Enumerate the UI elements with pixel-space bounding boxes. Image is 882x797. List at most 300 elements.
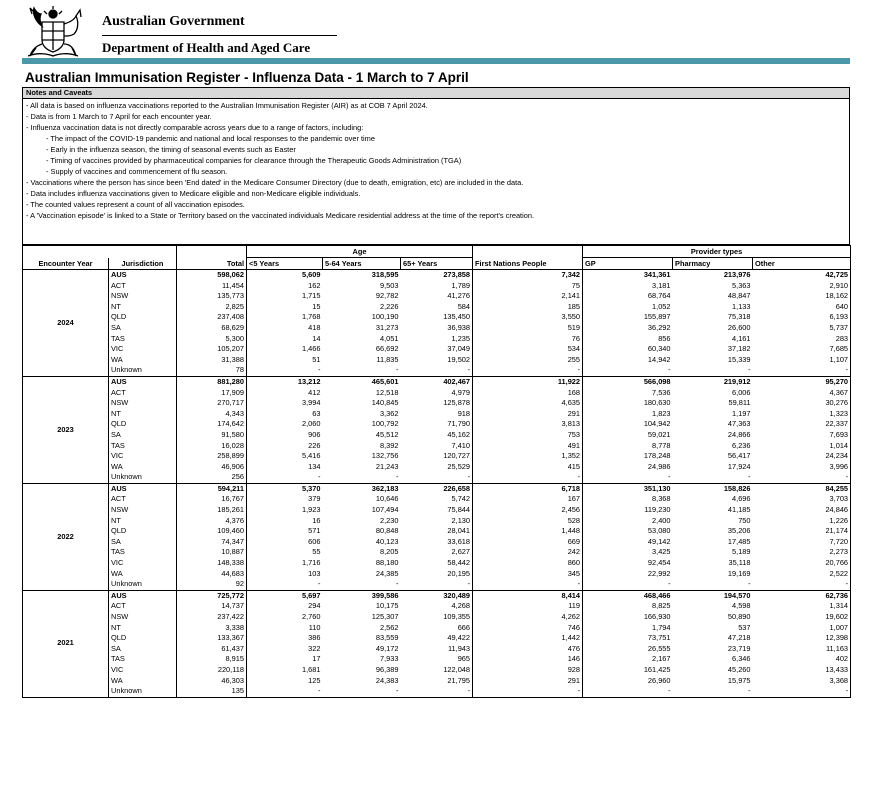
value-cell: - bbox=[473, 686, 583, 697]
value-cell: - bbox=[467, 472, 471, 482]
value-cell: 17,924 bbox=[727, 461, 751, 471]
value-cell: 19,169 bbox=[727, 568, 751, 578]
value-cell: 166,930 bbox=[583, 612, 673, 623]
value-cell: 320,489 bbox=[401, 590, 473, 601]
value-cell: 753 bbox=[473, 430, 583, 441]
value-cell: 51 bbox=[247, 355, 323, 366]
value-cell: 133,367 bbox=[177, 633, 247, 644]
value-cell: - bbox=[467, 579, 471, 589]
value-cell: 56,417 bbox=[727, 451, 751, 461]
jurisdiction-cell: SA bbox=[111, 643, 121, 653]
value-cell: 8,825 bbox=[583, 601, 673, 612]
table-row bbox=[23, 472, 851, 483]
value-cell: - bbox=[247, 579, 323, 590]
value-cell: 465,601 bbox=[323, 376, 401, 387]
value-cell: 19,502 bbox=[447, 354, 471, 364]
encounter-year-cell: 2021 bbox=[23, 590, 109, 697]
table-row bbox=[23, 430, 851, 441]
table-row bbox=[23, 579, 851, 590]
value-cell: 220,118 bbox=[177, 665, 247, 676]
value-cell: 534 bbox=[473, 344, 583, 355]
value-cell: 1,197 bbox=[732, 408, 751, 418]
table-row bbox=[23, 547, 851, 558]
col-5-64: 5-64 Years bbox=[323, 258, 401, 270]
value-cell: 75 bbox=[473, 281, 583, 292]
value-cell: 10,887 bbox=[177, 547, 247, 558]
influenza-data-table bbox=[22, 245, 851, 698]
provider-group-header: Provider types bbox=[583, 246, 851, 258]
value-cell: 1,442 bbox=[473, 633, 583, 644]
jurisdiction-cell: WA bbox=[111, 675, 123, 685]
value-cell: 74,347 bbox=[177, 537, 247, 548]
value-cell: 41,185 bbox=[727, 505, 751, 515]
value-cell: 91,580 bbox=[177, 430, 247, 441]
value-cell: 58,442 bbox=[447, 558, 471, 568]
table-row bbox=[23, 312, 851, 323]
value-cell: 132,756 bbox=[371, 451, 399, 461]
value-cell: 109,460 bbox=[177, 526, 247, 537]
value-cell: 140,845 bbox=[371, 398, 399, 408]
value-cell: 1,314 bbox=[753, 601, 851, 612]
value-cell: 84,255 bbox=[753, 483, 851, 494]
jurisdiction-cell: WA bbox=[111, 568, 123, 578]
value-cell: 928 bbox=[473, 665, 583, 676]
table-row bbox=[23, 281, 851, 292]
value-cell: 178,248 bbox=[583, 451, 673, 462]
value-cell: 21,243 bbox=[375, 461, 399, 471]
value-cell: 180,630 bbox=[583, 398, 673, 409]
value-cell: - bbox=[673, 686, 753, 697]
value-cell: 226,658 bbox=[401, 483, 473, 494]
value-cell: - bbox=[473, 365, 583, 376]
value-cell: 25,529 bbox=[447, 461, 471, 471]
value-cell: 11,163 bbox=[753, 644, 851, 655]
header-band bbox=[22, 58, 850, 64]
value-cell: 1,716 bbox=[247, 558, 323, 569]
value-cell: 28,041 bbox=[447, 526, 471, 536]
value-cell: 965 bbox=[457, 654, 471, 664]
value-cell: 283 bbox=[753, 334, 851, 345]
value-cell: 36,938 bbox=[447, 322, 471, 332]
value-cell: 3,425 bbox=[583, 547, 673, 558]
value-cell: 47,363 bbox=[727, 419, 751, 429]
value-cell: 10,175 bbox=[375, 601, 399, 611]
value-cell: 4,161 bbox=[732, 333, 751, 343]
table-row bbox=[23, 419, 851, 430]
note-line: - Early in the influenza season, the timing of seasonal events such as Easter bbox=[46, 145, 296, 154]
value-cell: 6,006 bbox=[732, 387, 751, 397]
value-cell: 31,388 bbox=[177, 355, 247, 366]
value-cell: 33,618 bbox=[447, 536, 471, 546]
value-cell: - bbox=[748, 365, 751, 375]
value-cell: 669 bbox=[473, 537, 583, 548]
value-cell: 167 bbox=[473, 494, 583, 505]
value-cell: 4,635 bbox=[473, 398, 583, 409]
value-cell: 3,550 bbox=[473, 312, 583, 323]
value-cell: 15,975 bbox=[727, 675, 751, 685]
value-cell: 11,922 bbox=[473, 376, 583, 387]
value-cell: 860 bbox=[473, 558, 583, 569]
value-cell: 270,717 bbox=[177, 398, 247, 409]
value-cell: 2,060 bbox=[247, 419, 323, 430]
value-cell: 75,318 bbox=[727, 312, 751, 322]
value-cell: 37,049 bbox=[447, 344, 471, 354]
value-cell: 4,343 bbox=[177, 409, 247, 420]
col-under-5: <5 Years bbox=[247, 258, 323, 270]
value-cell: 3,181 bbox=[583, 281, 673, 292]
jurisdiction-cell: SA bbox=[111, 536, 121, 546]
encounter-year-cell: 2024 bbox=[23, 270, 109, 377]
value-cell: 6,346 bbox=[732, 654, 751, 664]
value-cell: 8,915 bbox=[177, 654, 247, 665]
value-cell: 4,696 bbox=[732, 494, 751, 504]
table-row bbox=[23, 665, 851, 676]
note-line: - Data is from 1 March to 7 April for each encounter year. bbox=[26, 112, 212, 121]
jurisdiction-cell: VIC bbox=[111, 344, 124, 354]
value-cell: 255 bbox=[473, 355, 583, 366]
value-cell: 92 bbox=[177, 579, 247, 590]
jurisdiction-cell: ACT bbox=[111, 494, 126, 504]
jurisdiction-cell: NT bbox=[111, 301, 121, 311]
value-cell: 96,389 bbox=[375, 664, 399, 674]
jurisdiction-cell: NSW bbox=[111, 505, 129, 515]
value-cell: - bbox=[753, 579, 851, 590]
value-cell: - bbox=[583, 365, 673, 376]
value-cell: 5,742 bbox=[451, 494, 471, 504]
department-name: Department of Health and Aged Care bbox=[102, 40, 311, 55]
value-cell: 122,048 bbox=[443, 664, 471, 674]
value-cell: 2,167 bbox=[583, 654, 673, 665]
header-divider bbox=[102, 35, 337, 36]
value-cell: 5,363 bbox=[732, 280, 751, 290]
value-cell: 4,268 bbox=[451, 601, 471, 611]
header bbox=[22, 4, 862, 58]
value-cell: 1,052 bbox=[583, 302, 673, 313]
value-cell: 2,522 bbox=[753, 569, 851, 580]
value-cell: 47,218 bbox=[727, 633, 751, 643]
value-cell: 640 bbox=[753, 302, 851, 313]
jurisdiction-cell: TAS bbox=[111, 654, 125, 664]
table-row bbox=[23, 569, 851, 580]
jurisdiction-cell: ACT bbox=[111, 387, 126, 397]
value-cell: 17 bbox=[247, 654, 323, 665]
value-cell: 537 bbox=[738, 622, 751, 632]
value-cell: - bbox=[396, 472, 399, 482]
value-cell: 95,270 bbox=[753, 376, 851, 387]
value-cell: 491 bbox=[473, 441, 583, 452]
value-cell: - bbox=[467, 365, 471, 375]
jurisdiction-cell: NSW bbox=[111, 291, 129, 301]
value-cell: 3,996 bbox=[753, 462, 851, 473]
col-other: Other bbox=[753, 258, 851, 270]
value-cell: 49,142 bbox=[583, 537, 673, 548]
value-cell: 7,693 bbox=[753, 430, 851, 441]
value-cell: 45,162 bbox=[447, 429, 471, 439]
value-cell: 8,368 bbox=[583, 494, 673, 505]
col-jurisdiction: Jurisdiction bbox=[109, 258, 177, 270]
value-cell: 103 bbox=[247, 569, 323, 580]
header-spacer bbox=[177, 246, 247, 258]
table-row bbox=[23, 686, 851, 697]
value-cell: 24,986 bbox=[583, 462, 673, 473]
value-cell: 36,292 bbox=[583, 323, 673, 334]
value-cell: 125,878 bbox=[443, 398, 471, 408]
value-cell: 2,562 bbox=[380, 622, 399, 632]
value-cell: - bbox=[247, 686, 323, 697]
value-cell: 155,897 bbox=[583, 312, 673, 323]
value-cell: 68,764 bbox=[583, 291, 673, 302]
value-cell: 168 bbox=[473, 388, 583, 399]
jurisdiction-cell: SA bbox=[111, 429, 121, 439]
value-cell: 14,942 bbox=[583, 355, 673, 366]
value-cell: 134 bbox=[247, 462, 323, 473]
value-cell: 3,368 bbox=[753, 676, 851, 687]
value-cell: 31,273 bbox=[375, 322, 399, 332]
value-cell: 66,692 bbox=[375, 344, 399, 354]
value-cell: - bbox=[583, 686, 673, 697]
note-line: - Timing of vaccines provided by pharmaceutical companies for clearance through the Therapeutic Goods Administration (TGA) bbox=[46, 156, 462, 165]
value-cell: 1,923 bbox=[247, 505, 323, 516]
note-line: - The counted values represent a count of all vaccination episodes. bbox=[26, 200, 245, 209]
value-cell: 8,205 bbox=[380, 547, 399, 557]
value-cell: 75,844 bbox=[447, 505, 471, 515]
jurisdiction-cell: QLD bbox=[111, 526, 127, 536]
jurisdiction-cell: Unknown bbox=[111, 365, 142, 375]
value-cell: 110 bbox=[247, 623, 323, 634]
value-cell: - bbox=[247, 365, 323, 376]
value-cell: 2,130 bbox=[451, 515, 471, 525]
value-cell: 8,778 bbox=[583, 441, 673, 452]
value-cell: 906 bbox=[247, 430, 323, 441]
note-line: - The impact of the COVID-19 pandemic and national and local responses to the pandemic over time bbox=[46, 134, 375, 143]
value-cell: 402 bbox=[753, 654, 851, 665]
value-cell: 17,485 bbox=[727, 536, 751, 546]
value-cell: 68,629 bbox=[177, 323, 247, 334]
value-cell: 1,794 bbox=[583, 623, 673, 634]
note-line: - Data includes influenza vaccinations given to Medicare eligible and non-Medicare eligible individuals. bbox=[26, 189, 361, 198]
encounter-year-cell: 2023 bbox=[23, 376, 109, 483]
table-row bbox=[23, 537, 851, 548]
table-row bbox=[23, 441, 851, 452]
value-cell: 60,340 bbox=[583, 344, 673, 355]
jurisdiction-cell: VIC bbox=[111, 664, 124, 674]
value-cell: 2,760 bbox=[247, 612, 323, 623]
value-cell: 30,276 bbox=[753, 398, 851, 409]
value-cell: 6,718 bbox=[473, 483, 583, 494]
value-cell: 318,595 bbox=[323, 270, 401, 281]
value-cell: 40,123 bbox=[375, 536, 399, 546]
value-cell: 379 bbox=[247, 494, 323, 505]
value-cell: - bbox=[401, 686, 473, 697]
value-cell: 2,825 bbox=[177, 302, 247, 313]
value-cell: 11,835 bbox=[376, 354, 399, 364]
value-cell: 53,080 bbox=[583, 526, 673, 537]
value-cell: 402,467 bbox=[401, 376, 473, 387]
value-cell: 1,789 bbox=[451, 280, 471, 290]
value-cell: 258,899 bbox=[177, 451, 247, 462]
value-cell: 7,720 bbox=[753, 537, 851, 548]
value-cell: 237,408 bbox=[177, 312, 247, 323]
jurisdiction-cell: TAS bbox=[111, 333, 125, 343]
value-cell: 71,790 bbox=[447, 419, 471, 429]
value-cell: 918 bbox=[457, 408, 471, 418]
jurisdiction-cell: NT bbox=[111, 408, 121, 418]
table-row bbox=[23, 355, 851, 366]
value-cell: - bbox=[748, 579, 751, 589]
value-cell: 125,307 bbox=[371, 612, 399, 621]
value-cell: 412 bbox=[247, 388, 323, 399]
table-row bbox=[23, 376, 851, 387]
value-cell: 24,234 bbox=[753, 451, 851, 462]
value-cell: 12,518 bbox=[375, 387, 399, 397]
value-cell: 119,230 bbox=[583, 505, 673, 516]
value-cell: 14,737 bbox=[177, 601, 247, 612]
value-cell: 1,133 bbox=[732, 301, 751, 311]
value-cell: 2,400 bbox=[583, 516, 673, 527]
value-cell: 59,811 bbox=[728, 398, 751, 408]
value-cell: 4,051 bbox=[380, 333, 399, 343]
value-cell: 80,848 bbox=[375, 526, 399, 536]
jurisdiction-cell: NSW bbox=[111, 612, 129, 621]
jurisdiction-cell: TAS bbox=[111, 547, 125, 557]
value-cell: 11,943 bbox=[447, 643, 471, 653]
value-cell: 13,433 bbox=[753, 665, 851, 676]
value-cell: 5,609 bbox=[247, 270, 323, 281]
value-cell: 21,174 bbox=[753, 526, 851, 537]
value-cell: 2,230 bbox=[380, 515, 399, 525]
value-cell: 61,437 bbox=[177, 644, 247, 655]
value-cell: 1,466 bbox=[247, 344, 323, 355]
value-cell: 185 bbox=[473, 302, 583, 313]
table-row bbox=[23, 451, 851, 462]
value-cell: 237,422 bbox=[177, 612, 247, 623]
value-cell: 100,190 bbox=[371, 312, 399, 322]
jurisdiction-cell: QLD bbox=[111, 312, 127, 322]
table-row bbox=[23, 494, 851, 505]
value-cell: 158,826 bbox=[673, 483, 753, 494]
table-row bbox=[23, 516, 851, 527]
value-cell: 746 bbox=[473, 623, 583, 634]
value-cell: 92,454 bbox=[583, 558, 673, 569]
value-cell: 16 bbox=[247, 516, 323, 527]
value-cell: 18,162 bbox=[753, 291, 851, 302]
value-cell: 351,130 bbox=[583, 483, 673, 494]
value-cell: - bbox=[247, 472, 323, 483]
value-cell: 291 bbox=[473, 676, 583, 687]
value-cell: 725,772 bbox=[177, 590, 247, 601]
col-pharmacy: Pharmacy bbox=[673, 258, 753, 270]
col-encounter-year: Encounter Year bbox=[23, 258, 109, 270]
value-cell: 59,021 bbox=[583, 430, 673, 441]
table-row bbox=[23, 398, 851, 409]
value-cell: 24,846 bbox=[753, 505, 851, 516]
value-cell: 120,727 bbox=[443, 451, 471, 461]
notes-box bbox=[22, 87, 850, 245]
value-cell: 119 bbox=[473, 601, 583, 612]
table-row bbox=[23, 623, 851, 634]
value-cell: 750 bbox=[738, 515, 751, 525]
value-cell: 7,536 bbox=[583, 388, 673, 399]
note-line: - Supply of vaccines and commencement of flu season. bbox=[46, 167, 228, 176]
value-cell: 107,494 bbox=[371, 505, 399, 515]
value-cell: 584 bbox=[457, 301, 471, 311]
value-cell: 11,454 bbox=[177, 281, 247, 292]
value-cell: 476 bbox=[473, 644, 583, 655]
value-cell: 8,414 bbox=[473, 590, 583, 601]
table-row bbox=[23, 526, 851, 537]
value-cell: 62,736 bbox=[753, 590, 851, 601]
value-cell: 14 bbox=[247, 334, 323, 345]
value-cell: 7,933 bbox=[380, 654, 399, 664]
value-cell: 161,425 bbox=[583, 665, 673, 676]
value-cell: 3,362 bbox=[380, 408, 399, 418]
header-spacer bbox=[109, 246, 177, 258]
value-cell: 2,456 bbox=[473, 505, 583, 516]
value-cell: 22,992 bbox=[583, 569, 673, 580]
value-cell: 598,062 bbox=[177, 270, 247, 281]
value-cell: 219,912 bbox=[673, 376, 753, 387]
value-cell: 528 bbox=[473, 516, 583, 527]
value-cell: 26,960 bbox=[583, 676, 673, 687]
value-cell: 78 bbox=[177, 365, 247, 376]
value-cell: - bbox=[753, 365, 851, 376]
value-cell: 16,028 bbox=[177, 441, 247, 452]
jurisdiction-cell: WA bbox=[111, 354, 123, 364]
value-cell: 1,235 bbox=[451, 333, 471, 343]
value-cell: 24,866 bbox=[727, 429, 751, 439]
table-row bbox=[23, 558, 851, 569]
value-cell: 22,337 bbox=[753, 419, 851, 430]
value-cell: 291 bbox=[473, 409, 583, 420]
value-cell: 1,715 bbox=[247, 291, 323, 302]
value-cell: 1,448 bbox=[473, 526, 583, 537]
value-cell: 7,410 bbox=[451, 440, 471, 450]
value-cell: 37,182 bbox=[727, 344, 751, 354]
value-cell: 83,559 bbox=[375, 633, 399, 643]
table-row bbox=[23, 409, 851, 420]
value-cell: 148,338 bbox=[177, 558, 247, 569]
value-cell: 213,976 bbox=[673, 270, 753, 281]
value-cell: 4,979 bbox=[451, 387, 471, 397]
jurisdiction-cell: NT bbox=[111, 622, 121, 632]
jurisdiction-cell: ACT bbox=[111, 601, 126, 611]
value-cell: 45,512 bbox=[375, 429, 399, 439]
value-cell: - bbox=[753, 472, 851, 483]
value-cell: 17,909 bbox=[177, 388, 247, 399]
value-cell: 3,994 bbox=[247, 398, 323, 409]
value-cell: 15,339 bbox=[727, 354, 751, 364]
value-cell: 2,627 bbox=[451, 547, 471, 557]
value-cell: 48,847 bbox=[727, 291, 751, 301]
table-row bbox=[23, 291, 851, 302]
value-cell: 3,703 bbox=[753, 494, 851, 505]
value-cell: 104,942 bbox=[583, 419, 673, 430]
value-cell: - bbox=[396, 365, 399, 375]
value-cell: 15 bbox=[247, 302, 323, 313]
value-cell: 666 bbox=[457, 622, 471, 632]
page-title: Australian Immunisation Register - Influenza Data - 1 March to 7 April bbox=[25, 70, 469, 85]
jurisdiction-cell: NSW bbox=[111, 398, 129, 408]
value-cell: 194,570 bbox=[673, 590, 753, 601]
notes-body bbox=[23, 99, 849, 222]
col-first-nations: First Nations People bbox=[473, 258, 583, 270]
value-cell: 63 bbox=[247, 409, 323, 420]
value-cell: 1,768 bbox=[247, 312, 323, 323]
notes-heading: Notes and Caveats bbox=[23, 88, 849, 99]
jurisdiction-cell: AUS bbox=[109, 270, 177, 281]
value-cell: 73,751 bbox=[583, 633, 673, 644]
value-cell: 35,206 bbox=[727, 526, 751, 536]
